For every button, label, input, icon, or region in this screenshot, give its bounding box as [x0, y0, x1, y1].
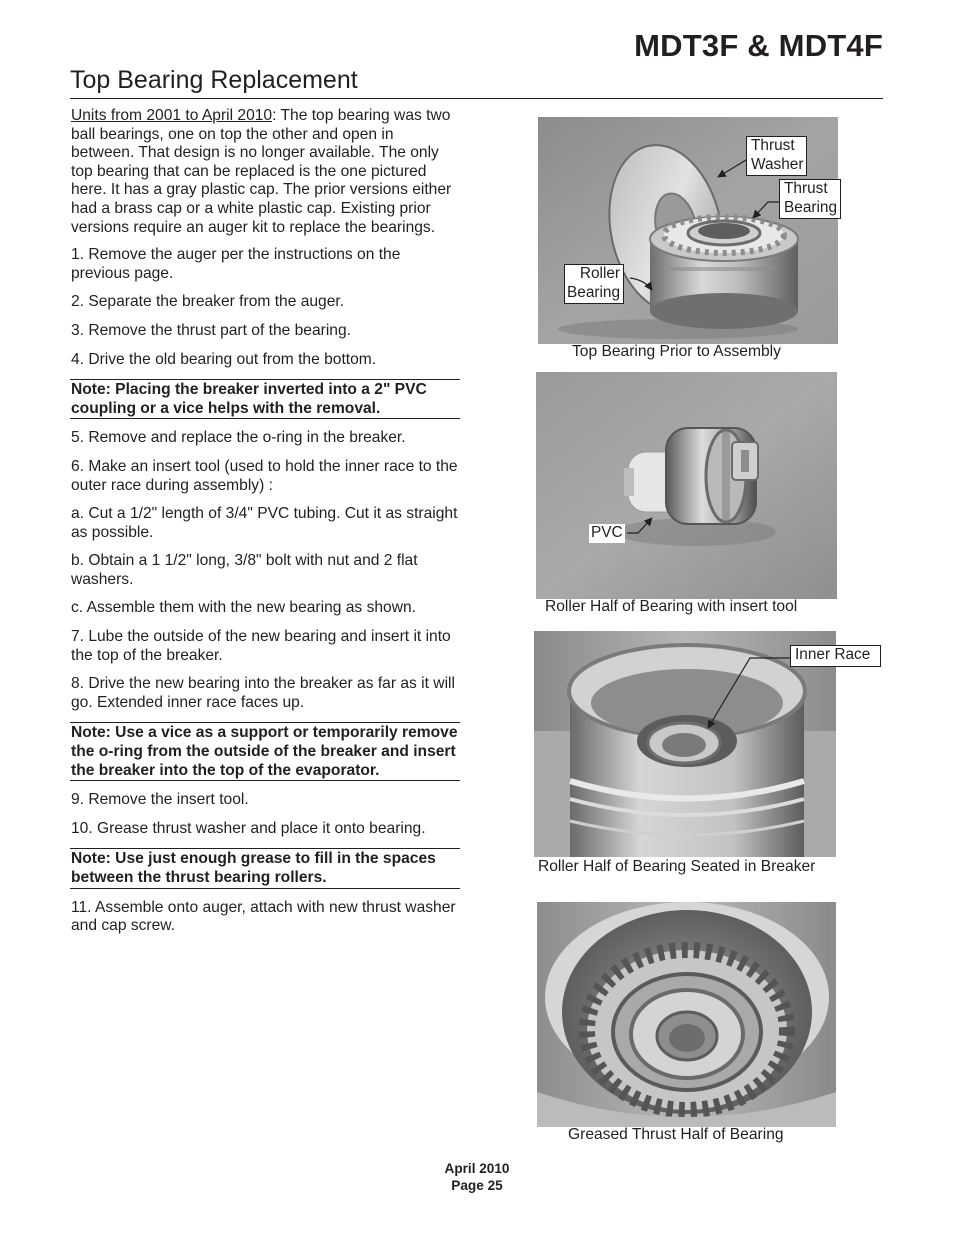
instructions-column [71, 107, 461, 946]
note-vice-support: Note: Use a vice as a support or temporarily remove the o-ring from the outside of the breaker and insert the breaker into the top of the evaporator. [70, 722, 460, 781]
note-grease: Note: Use just enough grease to fill in the spaces between the thrust bearing rollers. [70, 848, 460, 888]
page-footer [0, 1160, 954, 1194]
step-3: 3. Remove the thrust part of the bearing. [71, 321, 351, 339]
step-6b: b. Obtain a 1 1/2" long, 3/8" bolt with nut and 2 flat washers. [71, 552, 418, 588]
intro-text: : The top bearing was two ball bearings, one on top the other and open in between. That design is no longer available. The only top bearing that can be replaced is the one pictured here. It has a gray plastic cap. The prior versions either had a brass cap or a white plastic cap. Existing prior versions require an auger kit to replace the bearings. [71, 107, 452, 236]
step-7: 7. Lube the outside of the new bearing and insert it into the top of the breaker. [71, 628, 451, 664]
step-4: 4. Drive the old bearing out from the bottom. [71, 350, 377, 368]
insert-tool-illustration [536, 372, 837, 599]
page-title: Top Bearing Replacement [70, 66, 358, 94]
title-divider [70, 98, 883, 99]
callout-thrust-washer: Thrust Washer [746, 136, 807, 176]
intro-paragraph [71, 107, 461, 237]
caption-fig1: Top Bearing Prior to Assembly [572, 343, 781, 360]
callout-pvc: PVC [591, 524, 623, 541]
caption-fig2: Roller Half of Bearing with insert tool [545, 598, 798, 615]
model-title: MDT3F & MDT4F [634, 28, 883, 63]
step-6: 6. Make an insert tool (used to hold the inner race to the outer race during assembly) : [71, 457, 458, 494]
step-6a: a. Cut a 1/2" length of 3/4" PVC tubing. Cut it as straight as possible. [71, 505, 458, 541]
units-range-underlined: Units from 2001 to April 2010 [71, 107, 273, 124]
step-10: 10. Grease thrust washer and place it onto bearing. [71, 819, 426, 837]
step-9: 9. Remove the insert tool. [71, 791, 249, 809]
step-6c: c. Assemble them with the new bearing as shown. [71, 599, 416, 617]
step-11: 11. Assemble onto auger, attach with new thrust washer and cap screw. [71, 898, 456, 935]
step-2: 2. Separate the breaker from the auger. [71, 293, 345, 311]
step-8: 8. Drive the new bearing into the breaker as far as it will go. Extended inner race faces up. [71, 675, 455, 711]
step-1: 1. Remove the auger per the instructions on the previous page. [71, 246, 401, 282]
note-removal: Note: Placing the breaker inverted into a 2" PVC coupling or a vice helps with the removal. [70, 379, 460, 419]
callout-inner-race: Inner Race [790, 645, 881, 667]
callout-thrust-bearing: Thrust Bearing [779, 179, 841, 219]
photo-roller-half-insert-tool [536, 372, 837, 599]
footer-date: April 2010 [444, 1161, 510, 1176]
step-5: 5. Remove and replace the o-ring in the breaker. [71, 429, 406, 447]
caption-fig4: Greased Thrust Half of Bearing [568, 1126, 784, 1143]
footer-page-number: Page 25 [451, 1178, 503, 1193]
photo-greased-thrust-half [537, 902, 836, 1127]
greased-bearing-illustration [537, 902, 836, 1127]
callout-roller-bearing: Roller Bearing [564, 264, 624, 304]
caption-fig3: Roller Half of Bearing Seated in Breaker [538, 858, 816, 875]
